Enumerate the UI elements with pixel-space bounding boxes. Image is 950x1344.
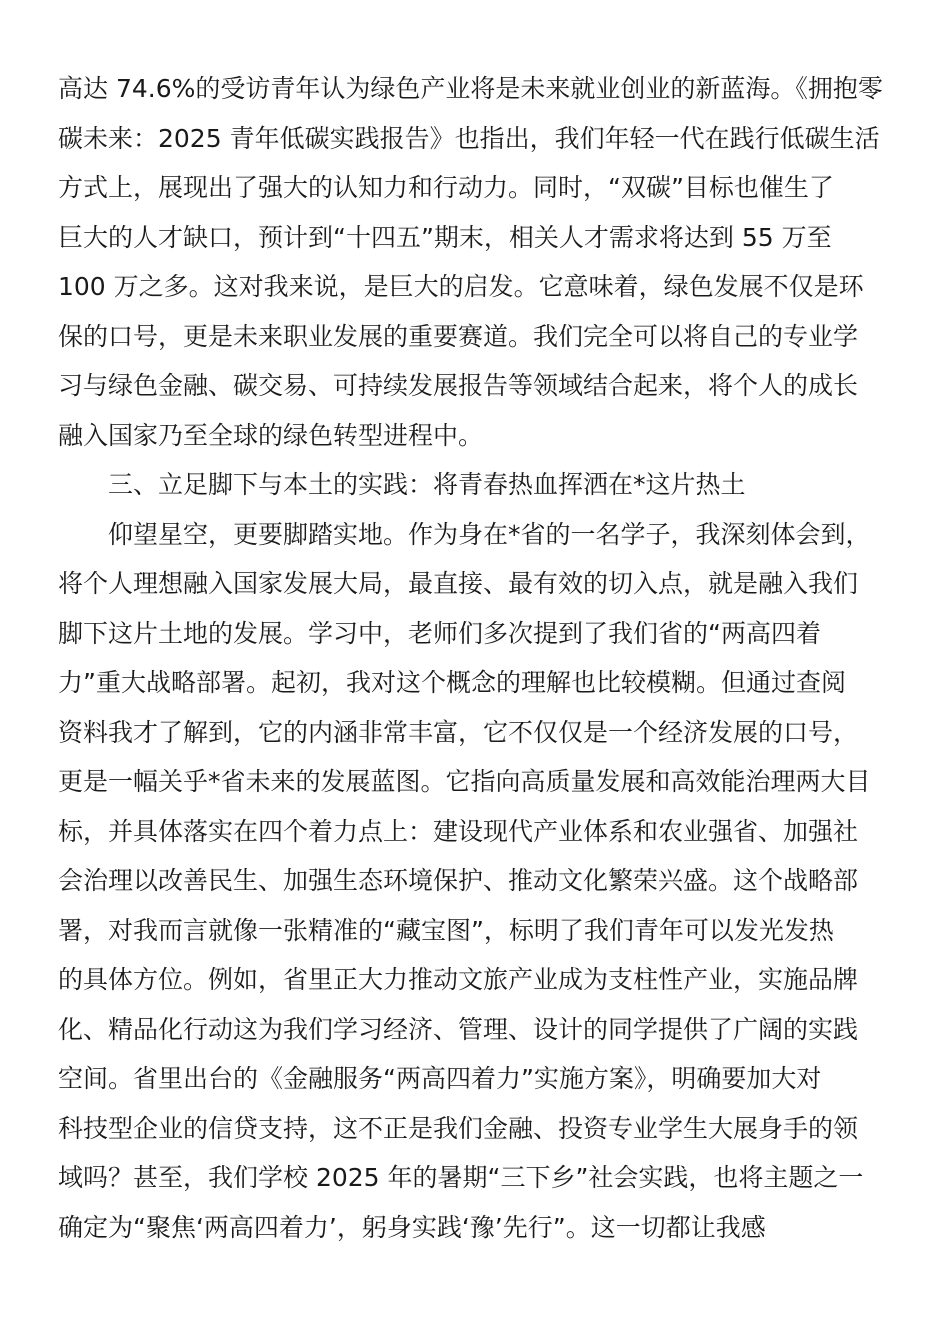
text-line: 习与绿色金融、碳交易、可持续发展报告等领域结合起来，将个人的成长 bbox=[58, 371, 859, 400]
text-line: 融入国家乃至全球的绿色转型进程中。 bbox=[58, 420, 484, 450]
text-line: 碳未来：2025 青年低碳实践报告》也指出，我们年轻一代在践行低碳生活 bbox=[58, 123, 880, 153]
text-line: 资料我才了解到，它的内涵非常丰富，它不仅仅是一个经济发展的口号， bbox=[58, 717, 859, 747]
text-line: 力”重大战略部署。起初，我对这个概念的理解也比较模糊。但通过查阅 bbox=[58, 668, 846, 697]
text-line: 保的口号，更是未来职业发展的重要赛道。我们完全可以将自己的专业学 bbox=[58, 321, 859, 351]
paragraph-continuation bbox=[58, 64, 898, 460]
text-line: 科技型企业的信贷支持，这不正是我们金融、投资专业学生大展身手的领 bbox=[58, 1113, 859, 1143]
document-body bbox=[58, 64, 898, 1252]
text-line: 方式上，展现出了强大的认知力和行动力。同时，“双碳”目标也催生了 bbox=[58, 173, 834, 202]
text-line: 会治理以改善民生、加强生态环境保护、推动文化繁荣兴盛。这个战略部 bbox=[58, 866, 859, 895]
text-line: 的具体方位。例如，省里正大力推动文旅产业成为支柱性产业，实施品牌 bbox=[58, 965, 859, 994]
text-line: 将个人理想融入国家发展大局，最直接、最有效的切入点，就是融入我们 bbox=[58, 569, 859, 598]
text-line: 域吗？甚至，我们学校 2025 年的暑期“三下乡”社会实践，也将主题之一 bbox=[58, 1163, 864, 1192]
text-line: 100 万之多。这对我来说，是巨大的启发。它意味着，绿色发展不仅是环 bbox=[58, 272, 864, 301]
text-line: 更是一幅关乎*省未来的发展蓝图。它指向高质量发展和高效能治理两大目 bbox=[58, 767, 871, 796]
text-line: 脚下这片土地的发展。学习中，老师们多次提到了我们省的“两高四着 bbox=[58, 618, 821, 648]
text-line: 化、精品化行动这为我们学习经济、管理、设计的同学提供了广阔的实践 bbox=[58, 1014, 859, 1044]
text-line: 确定为“聚焦‘两高四着力’，躬身实践‘豫’先行”。这一切都让我感 bbox=[58, 1212, 766, 1242]
text-line: 署，对我而言就像一张精准的“藏宝图”，标明了我们青年可以发光发热 bbox=[58, 915, 834, 945]
text-line: 仰望星空，更要脚踏实地。作为身在*省的一名学子，我深刻体会到， bbox=[108, 519, 871, 549]
section-heading: 三、立足脚下与本土的实践：将青春热血挥洒在*这片热土 bbox=[108, 470, 746, 499]
paragraph-practice bbox=[58, 510, 898, 1253]
text-line: 空间。省里出台的《金融服务“两高四着力”实施方案》，明确要加大对 bbox=[58, 1064, 822, 1093]
text-line: 高达 74.6%的受访青年认为绿色产业将是未来就业创业的新蓝海。《拥抱零 bbox=[58, 74, 883, 103]
text-line: 标，并具体落实在四个着力点上：建设现代产业体系和农业强省、加强社 bbox=[58, 816, 859, 846]
text-line: 巨大的人才缺口，预计到“十四五”期末，相关人才需求将达到 55 万至 bbox=[58, 222, 832, 252]
